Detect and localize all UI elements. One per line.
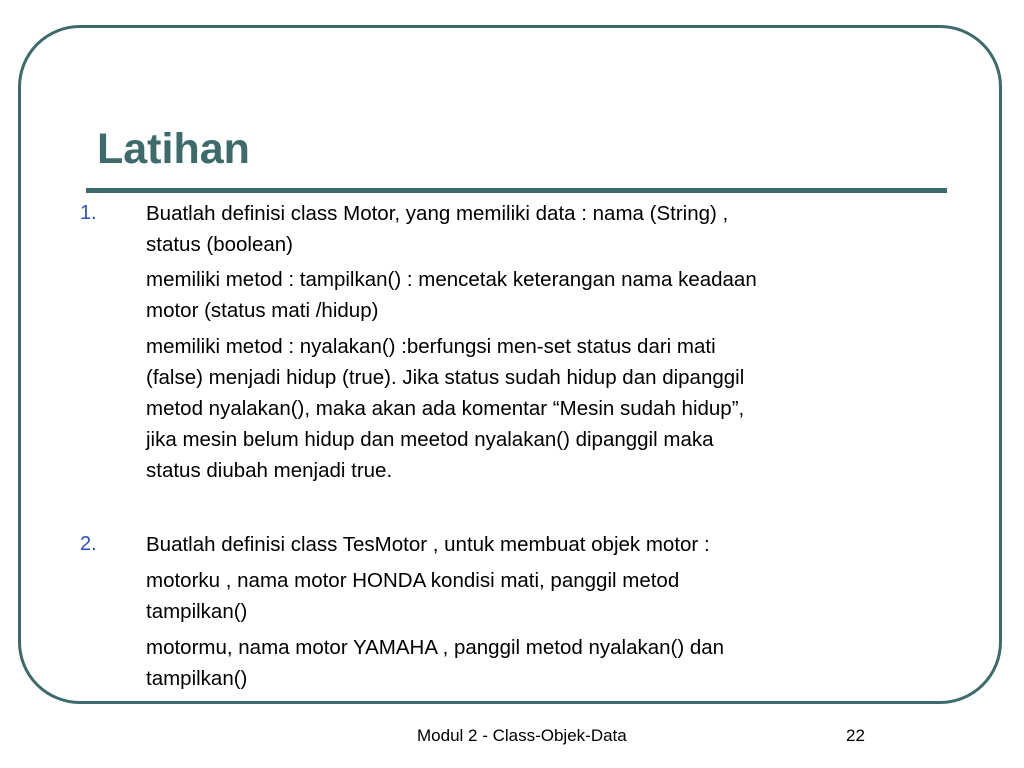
list-item-paragraph: memiliki metod : tampilkan() : mencetak keterangan nama keadaan motor (status mati /hidup): [146, 268, 757, 322]
list-item-paragraph: motorku , nama motor HONDA kondisi mati, panggil metod tampilkan(): [146, 569, 680, 623]
list-item-paragraph: Buatlah definisi class TesMotor , untuk membuat objek motor :: [146, 533, 710, 556]
list-item-paragraph: memiliki metod : nyalakan() :berfungsi men-set status dari mati (false) menjadi hidup (true). Jika status sudah hidup dan dipanggil metod nyalakan(), maka akan ada komentar “Mesin sudah hidup”, jika mesin belum hidup dan meetod nyalakan() dipanggil maka status diubah menjadi true.: [146, 335, 745, 482]
page-number: 22: [846, 726, 865, 745]
list-item-number: 2.: [80, 533, 97, 555]
list-item-paragraph: Buatlah definisi class Motor, yang memiliki data : nama (String) , status (boolean): [146, 202, 729, 256]
list-item-number: 1.: [80, 202, 97, 224]
slide-title: Latihan: [97, 125, 250, 173]
footer-label: Modul 2 - Class-Objek-Data: [417, 726, 627, 745]
list-item-paragraph: motormu, nama motor YAMAHA , panggil metod nyalakan() dan tampilkan(): [146, 636, 725, 690]
